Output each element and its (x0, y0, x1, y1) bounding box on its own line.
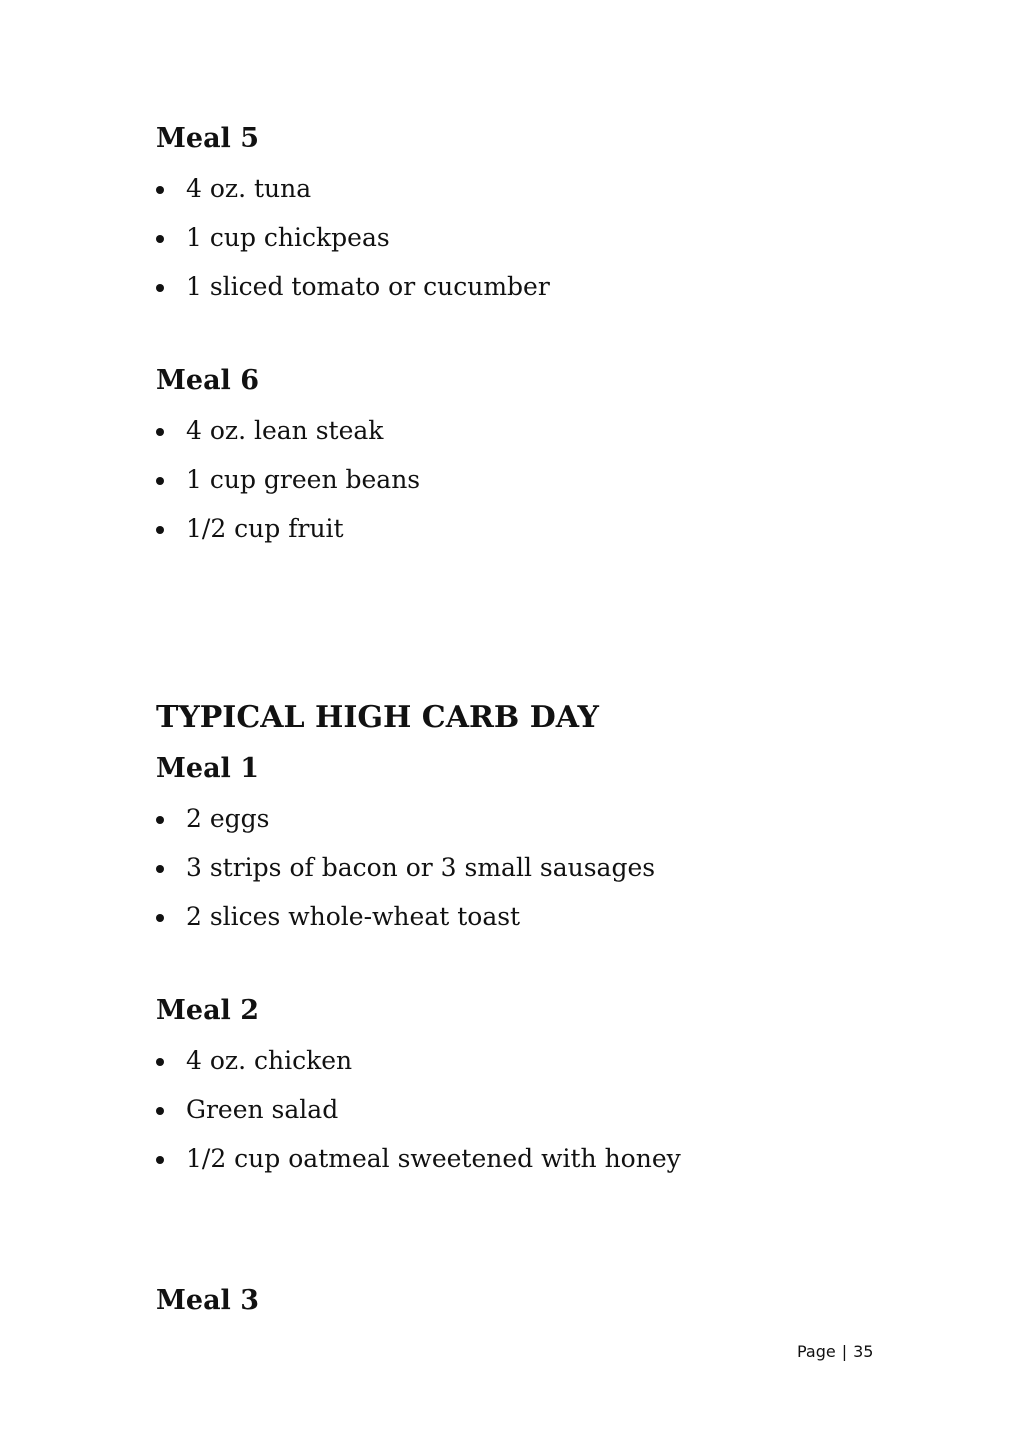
item-text: 2 eggs (186, 804, 270, 833)
meal-5-list (156, 175, 550, 323)
bullet-icon (156, 865, 164, 873)
high-carb-meal-2-title: Meal 2 (156, 995, 260, 1026)
item-text: 4 oz. lean steak (186, 416, 384, 445)
bullet-icon (156, 914, 164, 922)
item-text: 4 oz. tuna (186, 174, 312, 203)
list-item (156, 224, 550, 273)
page-number: 35 (853, 1342, 874, 1361)
page-label: Page (797, 1342, 836, 1361)
bullet-icon (156, 1058, 164, 1066)
meal-5-title: Meal 5 (156, 123, 260, 154)
high-carb-meal-2-list (156, 1047, 681, 1195)
high-carb-meal-1-list (156, 805, 655, 953)
item-text: 1 cup green beans (186, 465, 421, 495)
list-item (156, 1047, 681, 1096)
high-carb-meal-1-title: Meal 1 (156, 753, 260, 784)
page-footer (797, 1341, 873, 1363)
meal-6-title: Meal 6 (156, 365, 260, 396)
item-text: 2 slices whole-wheat toast (186, 902, 521, 932)
list-item (156, 1145, 681, 1194)
list-item (156, 515, 420, 564)
item-text: 1 cup chickpeas (186, 223, 390, 253)
item-text: 1/2 cup oatmeal sweetened with honey (186, 1144, 681, 1174)
list-item (156, 854, 655, 903)
bullet-icon (156, 284, 164, 292)
bullet-icon (156, 526, 164, 534)
list-item (156, 273, 550, 322)
item-text: 4 oz. chicken (186, 1046, 353, 1075)
high-carb-meal-3-title: Meal 3 (156, 1285, 260, 1316)
bullet-icon (156, 1107, 164, 1115)
item-text: 1 sliced tomato or cucumber (186, 272, 550, 302)
list-item (156, 466, 420, 515)
list-item (156, 903, 655, 952)
bullet-icon (156, 477, 164, 485)
bullet-icon (156, 428, 164, 436)
item-text: 3 strips of bacon or 3 small sausages (186, 853, 656, 883)
list-item (156, 805, 655, 854)
list-item (156, 175, 550, 224)
item-text: 1/2 cup fruit (186, 514, 344, 544)
item-text: Green salad (186, 1095, 339, 1125)
bullet-icon (156, 816, 164, 824)
list-item (156, 1096, 681, 1145)
high-carb-day-heading: TYPICAL HIGH CARB DAY (156, 700, 599, 735)
bullet-icon (156, 1156, 164, 1164)
bullet-icon (156, 186, 164, 194)
meal-6-list (156, 417, 420, 565)
list-item (156, 417, 420, 466)
footer-separator: | (841, 1342, 848, 1361)
bullet-icon (156, 235, 164, 243)
